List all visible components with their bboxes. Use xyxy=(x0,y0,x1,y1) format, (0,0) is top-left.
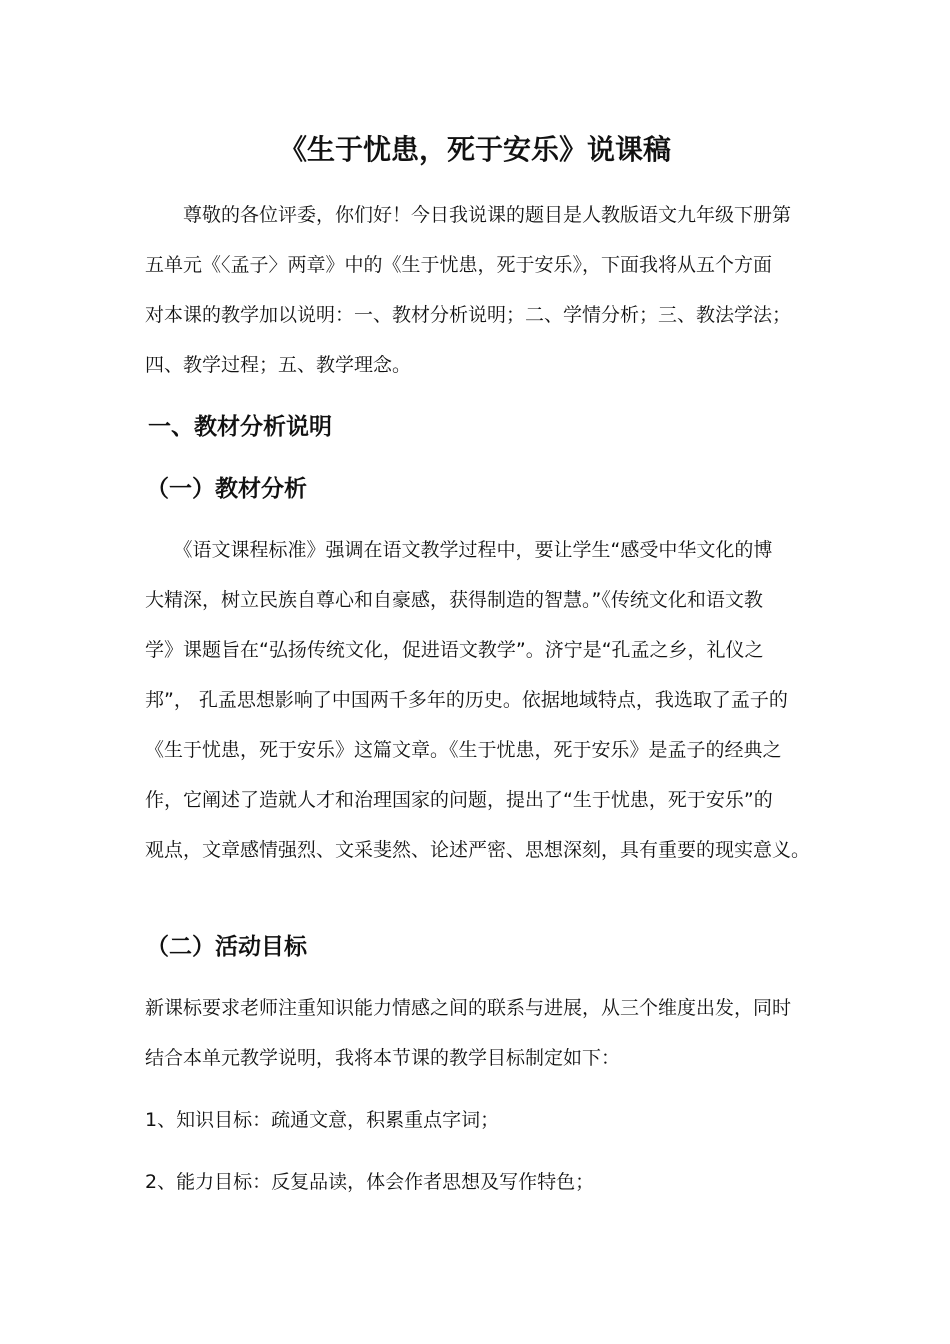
intro-line: 五单元《〈孟子〉两章》中的《生于忧患，死于安乐》，下面我将从五个方面 xyxy=(145,254,773,276)
section-heading: 一、教材分析说明 xyxy=(148,414,332,440)
goal-item: 1、知识目标：疏通文意，积累重点字词； xyxy=(145,1109,500,1131)
intro-line: 尊敬的各位评委，你们好！今日我说课的题目是人教版语文九年级下册第 xyxy=(145,204,792,226)
paragraph-line: 《生于忧患，死于安乐》这篇文章。《生于忧患，死于安乐》是孟子的经典之 xyxy=(145,739,782,761)
paragraph-line: 学》课题旨在“弘扬传统文化，促进语文教学”。济宁是“孔孟之乡，礼仪之 xyxy=(145,639,764,661)
goal-item: 2、能力目标：反复品读，体会作者思想及写作特色； xyxy=(145,1171,595,1193)
paragraph-line: 作，它阐述了造就人才和治理国家的问题，提出了“生于忧患，死于安乐”的 xyxy=(145,789,773,811)
paragraph-line: 结合本单元教学说明，我将本节课的教学目标制定如下： xyxy=(145,1047,621,1069)
subsection-heading: （一）教材分析 xyxy=(146,476,307,502)
paragraph-line: 新课标要求老师注重知识能力情感之间的联系与进展，从三个维度出发，同时 xyxy=(145,997,792,1019)
intro-line: 对本课的教学加以说明：一、教材分析说明；二、学情分析；三、教法学法； xyxy=(145,304,792,326)
document-title: 《生于忧患，死于安乐》说课稿 xyxy=(278,133,671,166)
paragraph-line: 观点，文章感情强烈、文采斐然、论述严密、思想深刻，具有重要的现实意义。 xyxy=(145,839,811,861)
paragraph-line: 大精深，树立民族自尊心和自豪感，获得制造的智慧。”《传统文化和语文教 xyxy=(145,589,763,611)
paragraph-line: 邦”， 孔孟思想影响了中国两千多年的历史。依据地域特点，我选取了孟子的 xyxy=(145,689,788,711)
paragraph-line: 《语文课程标准》强调在语文教学过程中，要让学生“感受中华文化的博 xyxy=(145,539,773,561)
subsection-heading: （二）活动目标 xyxy=(146,934,307,960)
intro-line: 四、教学过程；五、教学理念。 xyxy=(145,354,412,376)
